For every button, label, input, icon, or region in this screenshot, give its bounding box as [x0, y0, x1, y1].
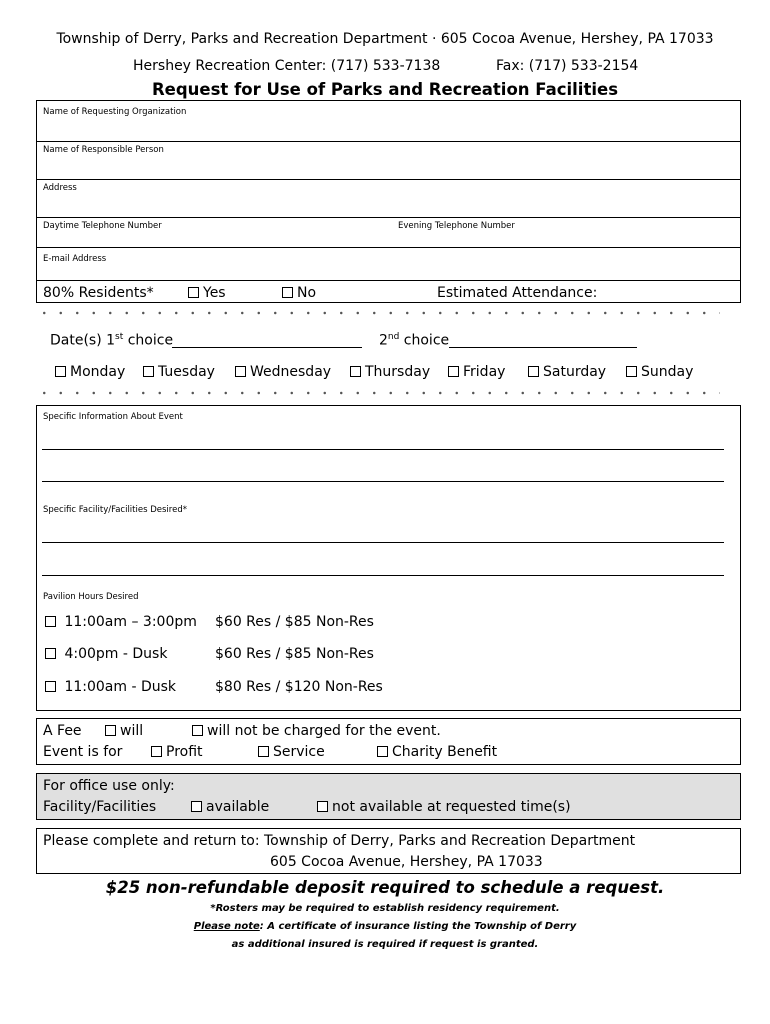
day-thursday-checkbox[interactable] — [350, 366, 361, 377]
day-friday-checkbox[interactable] — [448, 366, 459, 377]
insurance-note: Please note: A certificate of insurance listing the Township of Derry — [193, 921, 577, 932]
residents-no-label: No — [297, 285, 317, 301]
residents-yes-checkbox[interactable] — [188, 287, 199, 298]
date-section-bottom-border — [36, 390, 720, 396]
residents-label: 80% Residents* — [43, 285, 154, 301]
hours-1-checkbox[interactable] — [45, 616, 56, 627]
please-note-label: Please note — [193, 921, 260, 932]
attendance-input[interactable] — [607, 283, 732, 301]
person-input[interactable] — [43, 157, 733, 177]
hours-option-2[interactable]: 4:00pm - Dusk — [45, 646, 167, 662]
address-input[interactable] — [43, 195, 733, 215]
profit-checkbox[interactable] — [151, 746, 162, 757]
charity-option[interactable]: Charity Benefit — [377, 744, 497, 760]
available-checkbox[interactable] — [191, 801, 202, 812]
hours-3-checkbox[interactable] — [45, 681, 56, 692]
day-monday[interactable]: Monday — [55, 364, 125, 380]
form-title: Request for Use of Parks and Recreation Facilities — [151, 80, 619, 99]
office-label: For office use only: — [43, 778, 175, 794]
profit-option[interactable]: Profit — [151, 744, 203, 760]
pavilion-label: Pavilion Hours Desired — [43, 592, 139, 602]
office-facilities-label: Facility/Facilities — [43, 799, 157, 815]
email-label: E-mail Address — [43, 254, 107, 264]
day-tuesday-checkbox[interactable] — [143, 366, 154, 377]
day-phone-input[interactable] — [43, 231, 383, 246]
residents-yes-option[interactable] — [188, 285, 226, 301]
hours-1-price: $60 Res / $85 Non-Res — [215, 614, 374, 630]
service-option[interactable]: Service — [258, 744, 325, 760]
day-saturday[interactable]: Saturday — [528, 364, 606, 380]
fee-label: A Fee — [43, 723, 82, 739]
day-phone-label: Daytime Telephone Number — [43, 221, 162, 231]
email-input[interactable] — [43, 264, 733, 279]
day-friday[interactable]: Friday — [448, 364, 505, 380]
org-input[interactable] — [43, 119, 733, 139]
available-option[interactable]: available — [191, 799, 269, 815]
return-line-2: 605 Cocoa Avenue, Hershey, PA 17033 — [270, 854, 543, 870]
day-sunday[interactable]: Sunday — [626, 364, 693, 380]
fee-will-checkbox[interactable] — [105, 725, 116, 736]
hours-2-checkbox[interactable] — [45, 648, 56, 659]
deposit-notice: $25 non-refundable deposit required to schedule a request. — [105, 878, 665, 897]
day-monday-checkbox[interactable] — [55, 366, 66, 377]
hours-2-price: $60 Res / $85 Non-Res — [215, 646, 374, 662]
date-section-top-border — [36, 310, 720, 316]
day-thursday[interactable]: Thursday — [350, 364, 430, 380]
residents-no-option[interactable] — [282, 285, 316, 301]
second-choice-input[interactable] — [449, 333, 637, 348]
hours-option-1[interactable]: 11:00am – 3:00pm — [45, 614, 197, 630]
event-info-label: Specific Information About Event — [43, 412, 183, 422]
day-saturday-checkbox[interactable] — [528, 366, 539, 377]
contact-box — [36, 100, 741, 303]
day-wednesday[interactable]: Wednesday — [235, 364, 331, 380]
day-tuesday[interactable]: Tuesday — [143, 364, 215, 380]
address-label: Address — [43, 183, 77, 193]
return-line-1: Please complete and return to: Township of Derry, Parks and Recreation Department — [43, 833, 636, 849]
not-available-option[interactable]: not available at requested time(s) — [317, 799, 571, 815]
eve-phone-input[interactable] — [398, 231, 733, 246]
event-for-label: Event is for — [43, 744, 123, 760]
rosters-note: *Rosters may be required to establish residency requirement. — [210, 903, 560, 914]
hours-option-3[interactable]: 11:00am - Dusk — [45, 679, 176, 695]
eve-phone-label: Evening Telephone Number — [398, 221, 515, 231]
hours-3-price: $80 Res / $120 Non-Res — [215, 679, 383, 695]
header-address: Township of Derry, Parks and Recreation Department · 605 Cocoa Avenue, Hershey, PA 17033 — [56, 31, 714, 47]
first-choice-label: Date(s) 1st choice — [50, 332, 174, 349]
charity-checkbox[interactable] — [377, 746, 388, 757]
event-info-line-1[interactable] — [42, 449, 724, 450]
day-wednesday-checkbox[interactable] — [235, 366, 246, 377]
insurance-note-line-2: as additional insured is required if request is granted. — [231, 939, 539, 950]
facility-line-1[interactable] — [42, 542, 724, 543]
event-info-line-2[interactable] — [42, 481, 724, 482]
residents-no-checkbox[interactable] — [282, 287, 293, 298]
service-checkbox[interactable] — [258, 746, 269, 757]
event-box — [36, 405, 741, 711]
second-choice-label: 2nd choice — [379, 332, 450, 349]
org-label: Name of Requesting Organization — [43, 107, 187, 117]
attendance-label: Estimated Attendance: — [437, 285, 598, 301]
residents-yes-label: Yes — [203, 285, 226, 301]
fee-will-not-checkbox[interactable] — [192, 725, 203, 736]
day-sunday-checkbox[interactable] — [626, 366, 637, 377]
fee-will-option[interactable]: will — [105, 723, 143, 739]
header-fax: Fax: (717) 533-2154 — [496, 58, 639, 74]
fee-will-not-option[interactable]: will not be charged for the event. — [192, 723, 441, 739]
facility-line-2[interactable] — [42, 575, 724, 576]
header-phone: Hershey Recreation Center: (717) 533-7138 — [133, 58, 441, 74]
person-label: Name of Responsible Person — [43, 145, 164, 155]
facility-label: Specific Facility/Facilities Desired* — [43, 505, 187, 515]
first-choice-input[interactable] — [172, 333, 362, 348]
not-available-checkbox[interactable] — [317, 801, 328, 812]
